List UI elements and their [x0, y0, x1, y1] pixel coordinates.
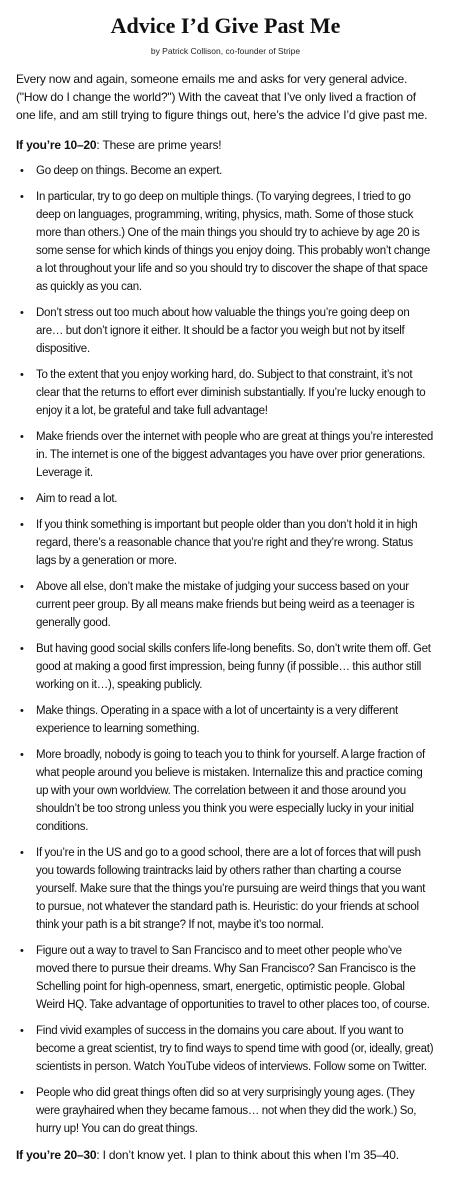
list-item-text: Above all else, don’t make the mistake of judging your success based on your current peer group. By all means make friends but being weird as a teenager is generally good. — [36, 581, 415, 629]
list-item-text: Go deep on things. Become an expert. — [36, 165, 223, 177]
list-item-text: But having good social skills confers life-long benefits. So, don’t write them off. Get good at making a good first impression, being funny (if possible… this author still working on it…), speaking publicly. — [36, 643, 431, 691]
list-item — [16, 428, 435, 482]
bullet-icon: • — [20, 1025, 24, 1037]
list-item-text: To the extent that you enjoy working hard, do. Subject to that constraint, it’s not clear that the returns to effort ever diminish substantially. If you’re lucky enough to enjoy it a lot, be grateful and take full advantage! — [36, 369, 426, 417]
list-item-text: More broadly, nobody is going to teach you to think for yourself. A large fraction of what people around you believe is mistaken. Internalize this and practice coming up with your own worldview. The correlation between it and those around you shouldn’t be too strong unless you think you were especially lucky in your initial conditions. — [36, 749, 425, 833]
bullet-icon: • — [20, 1087, 24, 1099]
list-item-text: People who did great things often did so at very surprisingly young ages. (They were grayhaired when they became famous… not when they did the work.) So, hurry up! You can do great things. — [36, 1087, 417, 1135]
list-item-text: Don’t stress out too much about how valuable the things you’re going deep on are… but don’t ignore it either. It should be a factor you weigh but not by itself dispositive. — [36, 307, 410, 355]
list-item — [16, 490, 435, 508]
list-item — [16, 162, 435, 180]
list-item — [16, 746, 435, 836]
bullet-icon: • — [20, 749, 24, 761]
list-item — [16, 1022, 435, 1076]
list-item — [16, 844, 435, 934]
list-item-text: Find vivid examples of success in the domains you care about. If you want to become a great scientist, try to find ways to spend time with good (or, ideally, great) scientists in person. Watch YouTube videos of interviews. Follow some on Twitter. — [36, 1025, 434, 1073]
list-item-text: Make friends over the internet with people who are great at things you’re interested in. The internet is one of the biggest advantages you have over prior generations. Leverage it. — [36, 431, 434, 479]
bullet-icon: • — [20, 705, 24, 717]
list-item-text: Figure out a way to travel to San Francisco and to meet other people who’ve moved there to pursue their dreams. Why San Francisco? San Francisco is the Schelling point for high-openness, smart, energetic, optimistic people. Global Weird HQ. Take advantage of opportunities to travel to other places too, of course. — [36, 945, 430, 1011]
list-item — [16, 640, 435, 694]
list-item — [16, 1084, 435, 1138]
bullet-icon: • — [20, 191, 24, 203]
bullet-icon: • — [20, 369, 24, 381]
section-heading-10-20 — [16, 136, 435, 154]
bullet-icon: • — [20, 945, 24, 957]
section-label: If you’re 10–20 — [16, 138, 97, 152]
bullet-icon: • — [20, 165, 24, 177]
list-item — [16, 702, 435, 738]
bullet-icon: • — [20, 519, 24, 531]
bullet-icon: • — [20, 307, 24, 319]
section-label: If you’re 20–30 — [16, 1148, 97, 1162]
article-title: Advice I’d Give Past Me — [110, 13, 341, 38]
bullet-icon: • — [20, 493, 24, 505]
section-heading-20-30 — [16, 1146, 435, 1164]
list-item — [16, 188, 435, 296]
bullet-icon: • — [20, 643, 24, 655]
list-item — [16, 304, 435, 358]
list-item — [16, 942, 435, 1014]
byline: by Patrick Collison, co-founder of Stripe — [150, 46, 301, 56]
list-item — [16, 578, 435, 632]
section-text: : These are prime years! — [96, 138, 222, 152]
list-item — [16, 366, 435, 420]
intro-paragraph: Every now and again, someone emails me and asks for very general advice. ("How do I change the world?") With the caveat that I’ve only lived a fraction of one life, and am still trying to figure things out, here’s the advice I’d give past me. — [16, 72, 428, 122]
section-text: : I don’t know yet. I plan to think about this when I’m 35–40. — [96, 1148, 399, 1162]
bullet-icon: • — [20, 581, 24, 593]
list-item-text: In particular, try to go deep on multiple things. (To varying degrees, I tried to go deep on languages, programming, writing, physics, math. Some of those stuck more than others.) One of the main things you should try to achieve by age 20 is some sense for which kinds of things you enjoy doing. This probably won’t change a lot throughout your life and so you should try to discover the shape of that space as quickly as you can. — [36, 191, 430, 293]
list-item — [16, 516, 435, 570]
list-item-text: Aim to read a lot. — [36, 493, 118, 505]
list-item-text: If you think something is important but people older than you don’t hold it in high regard, there’s a reasonable chance that you’re right and they’re wrong. Status lags by a generation or more. — [36, 519, 418, 567]
bullet-icon: • — [20, 847, 24, 859]
bullet-icon: • — [20, 431, 24, 443]
list-item-text: Make things. Operating in a space with a lot of uncertainty is a very different experience to learning something. — [36, 705, 398, 735]
advice-list — [16, 162, 435, 1138]
list-item-text: If you’re in the US and go to a good school, there are a lot of forces that will push you towards following traintracks laid by others rather than charting a course yourself. Make sure that the things you’re pursuing are weird things that you want to pursue, not whatever the standard path is. Heuristic: do your friends at school think your path is a bit strange? If not, maybe it’s too normal. — [36, 847, 426, 931]
